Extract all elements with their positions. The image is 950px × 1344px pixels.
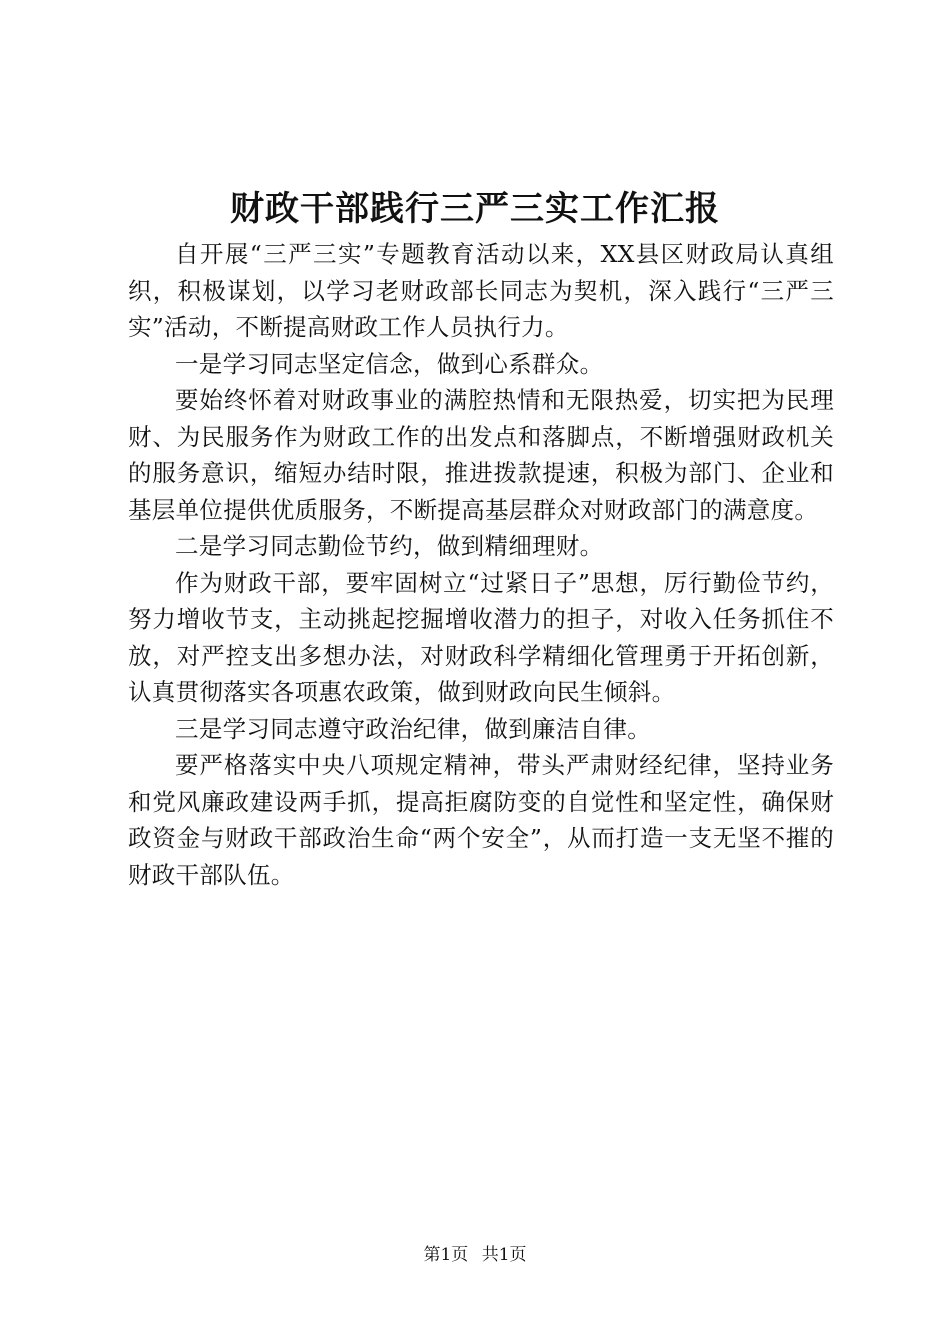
paragraph-point-two-body: 作为财政干部，要牢固树立“过紧日子”思想，厉行勤俭节约，努力增收节支，主动挑起挖掘增收潜力的担子，对收入任务抓住不放，对严控支出多想办法，对财政科学精细化管理勇于开拓创新，认真贯彻落实各项惠农政策，做到财政向民生倾斜。 bbox=[128, 568, 834, 706]
page-total: 共1页 bbox=[481, 1245, 527, 1265]
paragraph-point-one-heading: 一是学习同志坚定信念，做到心系群众。 bbox=[175, 349, 604, 378]
paragraph-point-three-heading: 三是学习同志遵守政治纪律，做到廉洁自律。 bbox=[175, 714, 651, 743]
paragraph-point-one-body: 要始终怀着对财政事业的满腔热情和无限热爱，切实把为民理财、为民服务作为财政工作的出发点和落脚点，不断增强财政机关的服务意识，缩短办结时限，推进拨款提速，积极为部门、企业和基层单位提供优质服务，不断提高基层群众对财政部门的满意度。 bbox=[128, 386, 834, 524]
page-footer bbox=[0, 1243, 950, 1267]
paragraph-point-three-body: 要严格落实中央八项规定精神，带头严肃财经纪律，坚持业务和党风廉政建设两手抓，提高拒腐防变的自觉性和坚定性，确保财政资金与财政干部政治生命“两个安全”，从而打造一支无坚不摧的财政干部队伍。 bbox=[128, 751, 834, 889]
paragraph-intro: 自开展“三严三实”专题教育活动以来，XX县区财政局认真组织，积极谋划，以学习老财政部长同志为契机，深入践行“三严三实”活动，不断提高财政工作人员执行力。 bbox=[128, 240, 834, 341]
document-body bbox=[128, 236, 834, 893]
paragraph-point-two-heading: 二是学习同志勤俭节约，做到精细理财。 bbox=[175, 532, 604, 560]
page-number: 第1页 bbox=[423, 1245, 469, 1265]
document-title: 财政干部践行三严三实工作汇报 bbox=[230, 189, 720, 229]
